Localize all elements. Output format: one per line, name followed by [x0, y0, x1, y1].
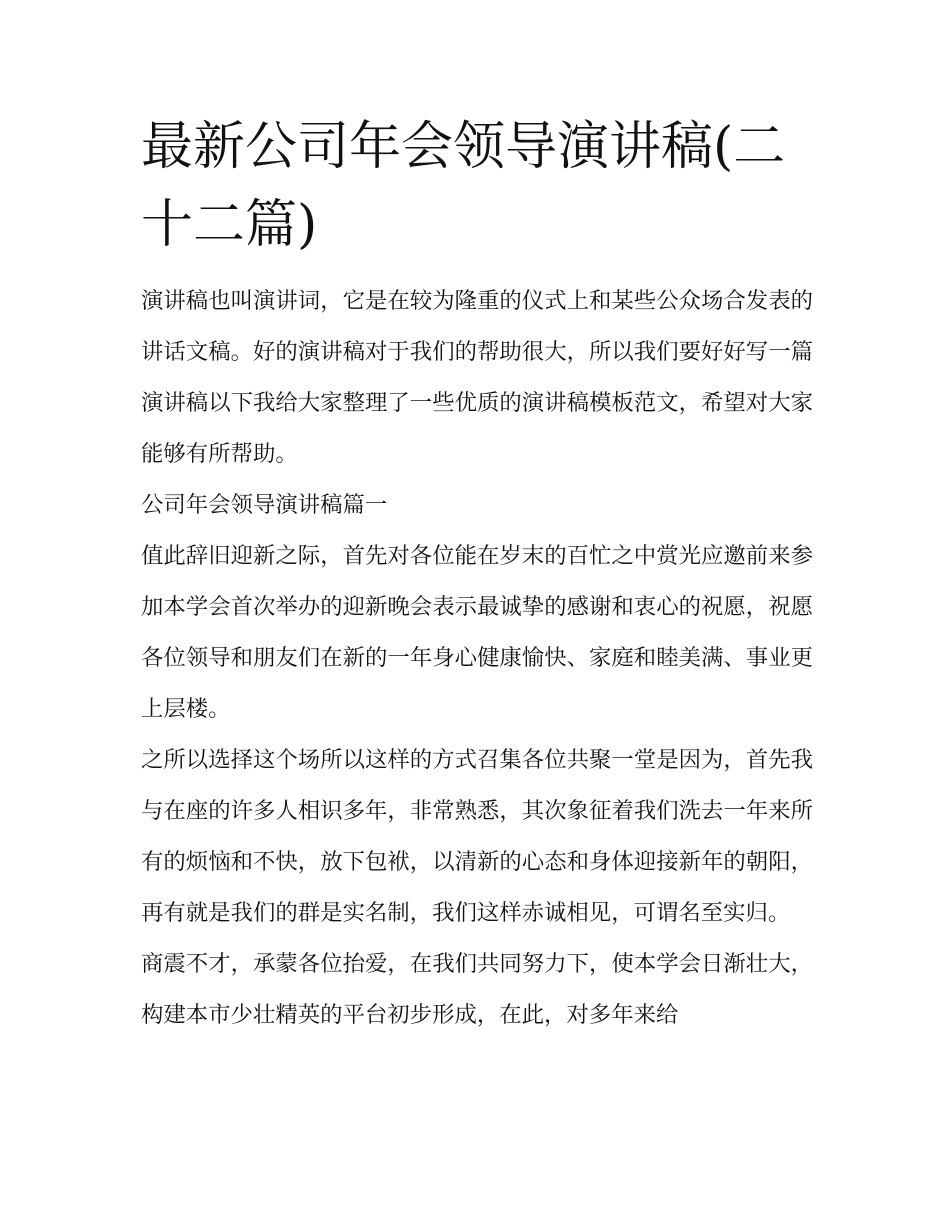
document-page [141, 108, 813, 1041]
body-paragraph: 之所以选择这个场所以这样的方式召集各位共聚一堂是因为，首先我与在座的许多人相识多年，非常熟悉，其次象征着我们洗去一年来所有的烦恼和不快，放下包袱，以清新的心态和身体迎接新年的朝阳，再有就是我们的群是实名制，我们这样赤诚相见，可谓名至实归。 [141, 747, 813, 926]
body-paragraph: 值此辞旧迎新之际，首先对各位能在岁末的百忙之中赏光应邀前来参加本学会首次举办的迎新晚会表示最诚挚的感谢和衷心的祝愿，祝愿各位领导和朋友们在新的一年身心健康愉快、家庭和睦美满、事业更上层楼。 [141, 543, 813, 722]
section-heading: 公司年会领导演讲稿篇一 [141, 492, 388, 518]
intro-paragraph: 演讲稿也叫演讲词，它是在较为隆重的仪式上和某些公众场合发表的讲话文稿。好的演讲稿对于我们的帮助很大，所以我们要好好写一篇演讲稿以下我给大家整理了一些优质的演讲稿模板范文，希望对大家能够有所帮助。 [141, 288, 813, 467]
body-paragraph: 商震不才，承蒙各位抬爱，在我们共同努力下，使本学会日渐壮大，构建本市少壮精英的平台初步形成，在此，对多年来给 [141, 951, 813, 1028]
document-title: 最新公司年会领导演讲稿(二十二篇) [141, 117, 786, 255]
document-body [141, 276, 813, 1041]
